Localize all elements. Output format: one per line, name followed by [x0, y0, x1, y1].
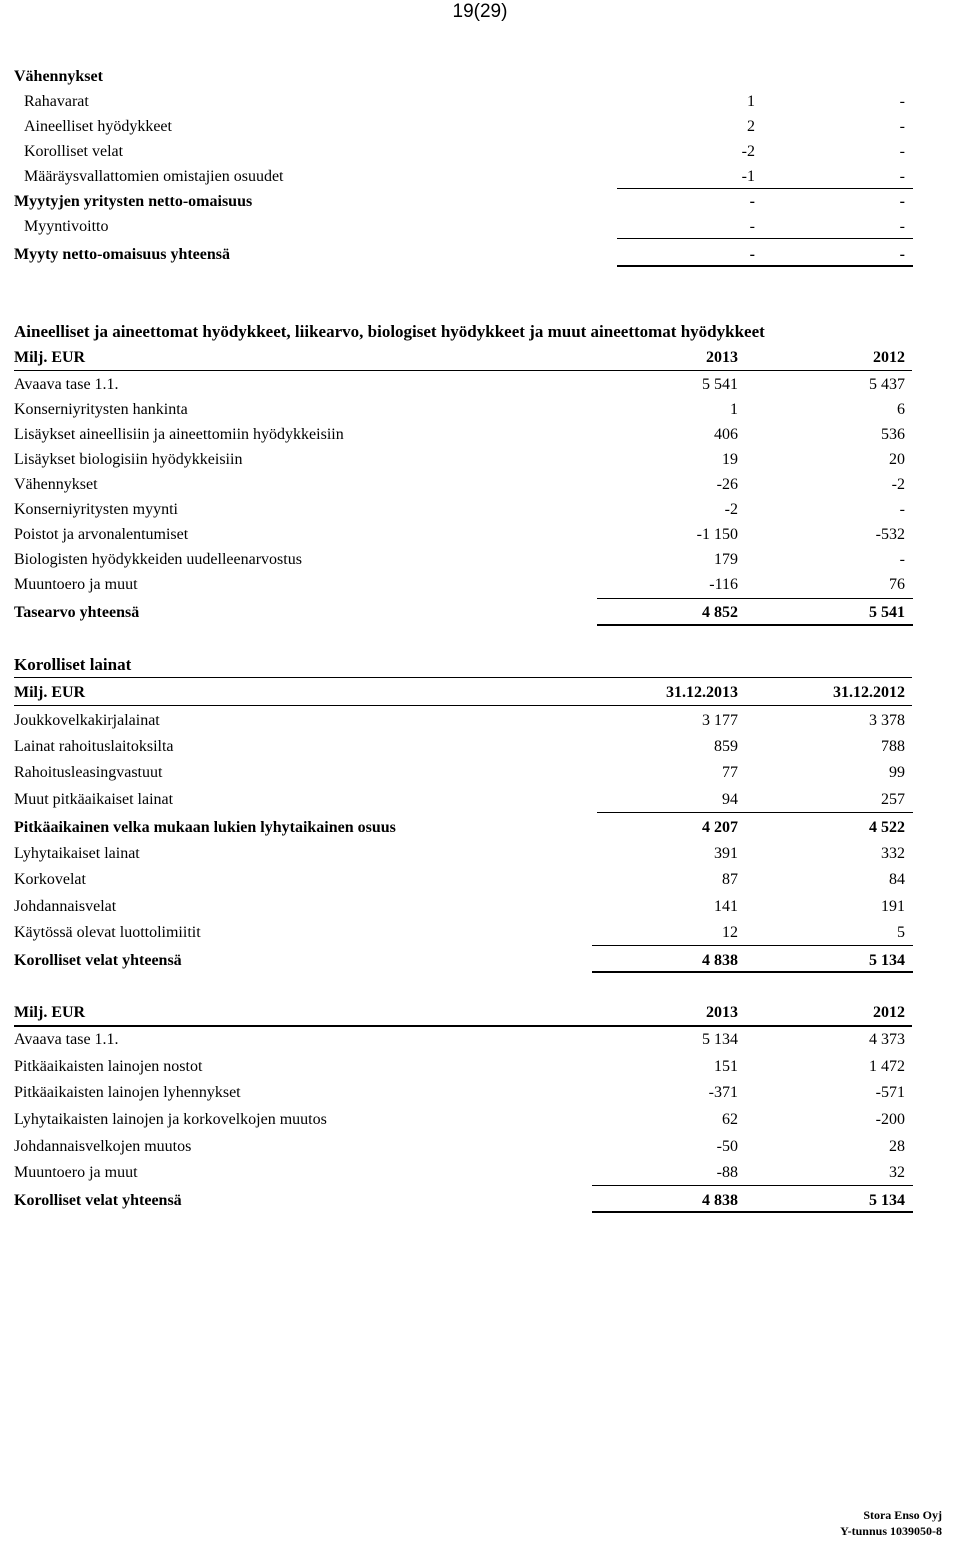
table-row [0, 91, 960, 113]
table-row-total [0, 1190, 960, 1212]
divider [617, 238, 913, 239]
value-col2: -2 [891, 476, 905, 493]
value-col2: - [899, 551, 905, 568]
header-col1: 31.12.2013 [666, 684, 738, 701]
value-col1: 391 [714, 845, 738, 862]
table-row [0, 549, 960, 571]
table-row [0, 166, 960, 188]
value-col1: -1 150 [696, 526, 738, 543]
row-label: Korolliset velat yhteensä [14, 952, 182, 969]
value-col2: 1 472 [869, 1058, 905, 1075]
value-col1: 4 207 [702, 819, 738, 836]
title-rule [14, 677, 912, 678]
table-row [0, 843, 960, 865]
divider [592, 945, 913, 946]
value-col1: -2 [724, 501, 738, 518]
value-col2: - [899, 246, 905, 263]
row-label: Myyty netto-omaisuus yhteensä [14, 246, 230, 263]
value-col1: 5 134 [702, 1031, 738, 1048]
value-col1: 859 [714, 738, 738, 755]
value-col1: 94 [722, 791, 738, 808]
value-col2: 84 [889, 871, 905, 888]
table-row [0, 869, 960, 891]
row-label: Rahoitusleasingvastuut [14, 764, 163, 781]
value-col2: 5 541 [869, 604, 905, 621]
row-label: Pitkäaikaisten lainojen lyhennykset [14, 1084, 241, 1101]
table-row-total [0, 602, 960, 624]
value-col1: - [749, 218, 755, 235]
value-col2: 5 134 [869, 952, 905, 969]
row-label: Vähennykset [14, 476, 98, 493]
header-rule [14, 370, 912, 371]
value-col2: - [899, 501, 905, 518]
value-col2: 5 437 [869, 376, 905, 393]
footer-company: Stora Enso Oyj [863, 1508, 942, 1522]
table-row [0, 1162, 960, 1184]
divider [597, 812, 913, 813]
value-col1: 3 177 [702, 712, 738, 729]
table-row [0, 449, 960, 471]
value-col2: 6 [897, 401, 905, 418]
value-col2: 76 [889, 576, 905, 593]
row-label: Määräysvallattomien omistajien osuudet [24, 168, 284, 185]
row-label: Muuntoero ja muut [14, 1164, 138, 1181]
value-col2: 3 378 [869, 712, 905, 729]
row-label: Konserniyritysten myynti [14, 501, 178, 518]
section-title: Korolliset lainat [14, 655, 132, 674]
value-col2: 5 [897, 924, 905, 941]
table-header [0, 1002, 960, 1024]
header-col2: 2012 [873, 349, 905, 366]
divider [592, 1185, 913, 1186]
value-col1: 87 [722, 871, 738, 888]
value-col2: -571 [875, 1084, 905, 1101]
row-label: Pitkäaikainen velka mukaan lukien lyhytaikainen osuus [14, 819, 396, 836]
row-label: Muut pitkäaikaiset lainat [14, 791, 174, 808]
value-col2: 28 [889, 1138, 905, 1155]
value-col2: 20 [889, 451, 905, 468]
value-col1: 4 838 [702, 1192, 738, 1209]
value-col1: 62 [722, 1111, 738, 1128]
total-underline [597, 624, 913, 626]
page-number: 19(29) [452, 1, 508, 22]
value-col2: 788 [881, 738, 905, 755]
value-col1: 2 [747, 118, 755, 135]
total-underline [592, 971, 913, 973]
table-row [0, 399, 960, 421]
divider [617, 188, 913, 189]
total-underline [617, 265, 913, 267]
row-label: Muuntoero ja muut [14, 576, 138, 593]
table-row [0, 1136, 960, 1158]
value-col1: 406 [714, 426, 738, 443]
row-label: Joukkovelkakirjalainat [14, 712, 160, 729]
value-col2: - [899, 193, 905, 210]
value-col1: 4 838 [702, 952, 738, 969]
value-col2: 536 [881, 426, 905, 443]
value-col2: 332 [881, 845, 905, 862]
table-row [0, 374, 960, 396]
table-row [0, 474, 960, 496]
value-col2: - [899, 93, 905, 110]
table-row [0, 762, 960, 784]
row-label: Poistot ja arvonalentumiset [14, 526, 189, 543]
table-row [0, 191, 960, 213]
row-label: Lisäykset biologisiin hyödykkeisiin [14, 451, 243, 468]
header-rule [14, 705, 912, 706]
value-col1: 5 541 [702, 376, 738, 393]
table-row [0, 1082, 960, 1104]
value-col1: 4 852 [702, 604, 738, 621]
value-col2: 32 [889, 1164, 905, 1181]
table-header [0, 347, 960, 369]
header-label: Milj. EUR [14, 349, 86, 366]
table-row [0, 736, 960, 758]
row-label: Myytyjen yritysten netto-omaisuus [14, 193, 253, 210]
table-row [0, 1056, 960, 1078]
header-rule [14, 1025, 912, 1027]
divider [597, 598, 913, 599]
value-col1: 19 [722, 451, 738, 468]
table-row-total [0, 950, 960, 972]
value-col1: -50 [716, 1138, 738, 1155]
value-col2: - [899, 218, 905, 235]
value-col2: 257 [881, 791, 905, 808]
value-col1: 141 [714, 898, 738, 915]
header-label: Milj. EUR [14, 684, 86, 701]
row-label: Lisäykset aineellisiin ja aineettomiin hyödykkeisiin [14, 426, 344, 443]
value-col1: 151 [714, 1058, 738, 1075]
table-row [0, 1109, 960, 1131]
row-label: Korkovelat [14, 871, 86, 888]
row-label: Biologisten hyödykkeiden uudelleenarvostus [14, 551, 302, 568]
value-col1: -371 [708, 1084, 738, 1101]
row-label: Johdannaisvelkojen muutos [14, 1138, 192, 1155]
value-col2: - [899, 118, 905, 135]
disposals-title: Vähennykset [14, 68, 103, 85]
value-col2: -532 [875, 526, 905, 543]
value-col1: 179 [714, 551, 738, 568]
header-col1: 2013 [706, 349, 738, 366]
row-label: Korolliset velat yhteensä [14, 1192, 182, 1209]
row-label: Korolliset velat [24, 143, 124, 160]
table-row [0, 499, 960, 521]
table-row [0, 116, 960, 138]
table-row [0, 896, 960, 918]
row-label: Käytössä olevat luottolimiitit [14, 924, 201, 941]
table-row [0, 574, 960, 596]
section-title: Aineelliset ja aineettomat hyödykkeet, liikearvo, biologiset hyödykkeet ja muut aineettomat hyödykkeet [14, 322, 765, 341]
header-col1: 2013 [706, 1004, 738, 1021]
value-col1: -116 [709, 576, 738, 593]
value-col1: 12 [722, 924, 738, 941]
header-label: Milj. EUR [14, 1004, 86, 1021]
row-label: Aineelliset hyödykkeet [24, 118, 172, 135]
row-label: Johdannaisvelat [14, 898, 117, 915]
value-col2: 5 134 [869, 1192, 905, 1209]
header-col2: 2012 [873, 1004, 905, 1021]
row-label: Avaava tase 1.1. [14, 1031, 119, 1048]
value-col2: 4 522 [869, 819, 905, 836]
table-row [0, 216, 960, 238]
value-col1: -2 [741, 143, 755, 160]
table-row [0, 141, 960, 163]
value-col2: - [899, 143, 905, 160]
row-label: Myyntivoitto [24, 218, 109, 235]
table-row [0, 710, 960, 732]
table-row-subtotal [0, 817, 960, 839]
value-col1: -1 [741, 168, 755, 185]
table-row [0, 922, 960, 944]
value-col1: 77 [722, 764, 738, 781]
row-label: Tasearvo yhteensä [14, 604, 140, 621]
row-label: Avaava tase 1.1. [14, 376, 119, 393]
value-col2: -200 [875, 1111, 905, 1128]
table-row [0, 524, 960, 546]
table-row [0, 789, 960, 811]
total-underline [592, 1211, 913, 1213]
table-row [0, 1029, 960, 1051]
value-col1: -26 [716, 476, 738, 493]
row-label: Konserniyritysten hankinta [14, 401, 188, 418]
row-label: Lainat rahoituslaitoksilta [14, 738, 174, 755]
table-header [0, 682, 960, 704]
value-col1: - [749, 246, 755, 263]
header-col2: 31.12.2012 [833, 684, 905, 701]
table-row-total [0, 244, 960, 266]
row-label: Pitkäaikaisten lainojen nostot [14, 1058, 203, 1075]
value-col1: 1 [747, 93, 755, 110]
value-col2: 4 373 [869, 1031, 905, 1048]
value-col1: 1 [730, 401, 738, 418]
row-label: Lyhytaikaiset lainat [14, 845, 140, 862]
row-label: Rahavarat [24, 93, 89, 110]
footer-business-id: Y-tunnus 1039050-8 [840, 1524, 942, 1538]
row-label: Lyhytaikaisten lainojen ja korkovelkojen muutos [14, 1111, 327, 1128]
value-col2: - [899, 168, 905, 185]
value-col1: - [749, 193, 755, 210]
value-col1: -88 [716, 1164, 738, 1181]
value-col2: 191 [881, 898, 905, 915]
value-col2: 99 [889, 764, 905, 781]
table-row [0, 424, 960, 446]
